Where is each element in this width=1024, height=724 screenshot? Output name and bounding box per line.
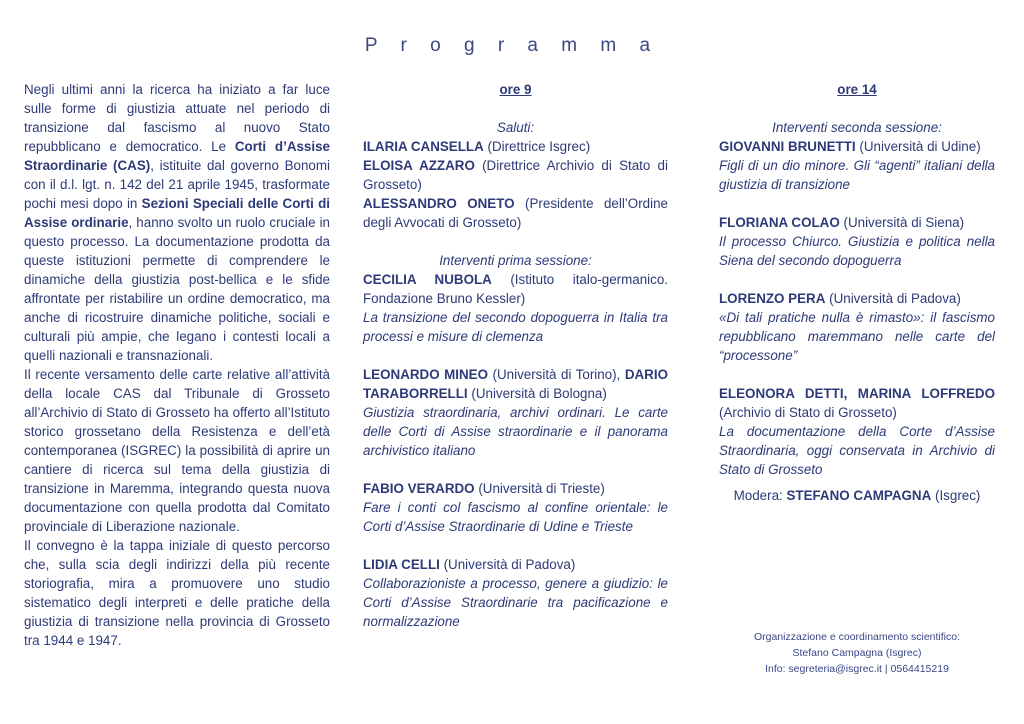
moderator-line	[719, 486, 995, 505]
speaker-name: DARIO TARABORRELLI	[363, 367, 668, 401]
intro-text: , hanno svolto un ruolo cruciale in questo processo. La documentazione prodotta da queste istituzioni permette di comprendere le dinamiche della giustizia post-bellica e le sfide affrontate per ristabilire un ordine democratico, ma anche di ricostruire dinamiche politiche, sociali e culturali più ampie, che legano i contesti locali a quelli nazionali e transnazionali.	[24, 215, 330, 363]
talk-title: «Di tali pratiche nulla è rimasto»: il fascismo repubblicano maremmano nelle carte del “processone”	[719, 310, 995, 363]
talk-speaker	[363, 479, 668, 498]
speaker-affiliation: (Università di Padova)	[439, 557, 576, 572]
talk-title: Figli di un dio minore. Gli “agenti” italiani della giustizia di transizione	[719, 158, 995, 192]
speaker-name: FLORIANA COLAO	[719, 215, 840, 230]
speaker-affiliation: (Università di Padova)	[825, 291, 961, 306]
speaker-affiliation: (Università di Siena)	[839, 215, 965, 230]
speaker-name: LIDIA CELLI	[363, 557, 440, 572]
session-label: Interventi prima sessione:	[439, 253, 592, 268]
speaker-name: FABIO VERARDO	[363, 481, 475, 496]
intro-highlight: Corti d’Assise Straordinarie (CAS)	[24, 139, 330, 173]
moderator-name: STEFANO CAMPAGNA	[786, 488, 932, 503]
afternoon-column	[719, 80, 995, 505]
talk-title: Collaborazioniste a processo, genere a giudizio: le Corti d’Assise Straordinarie tra pacificazione e normalizzazione	[363, 576, 668, 629]
intro-highlight: Sezioni Speciali delle Corti di Assise ordinarie	[24, 196, 330, 230]
greeting-entry	[363, 194, 668, 232]
speaker-affiliation: (Università di Udine)	[855, 139, 981, 154]
moderator-affiliation: (Isgrec)	[931, 488, 981, 503]
speaker-name: LEONARDO MINEO	[363, 367, 489, 382]
morning-column	[363, 80, 668, 631]
moderator-label: Modera:	[733, 488, 787, 503]
talk-speaker	[719, 213, 995, 232]
footer-contact: Info: segreteria@isgrec.it | 0564415219	[765, 663, 949, 675]
speaker-name: ALESSANDRO ONETO	[363, 196, 515, 211]
speaker-affiliation: (Archivio di Stato di Grosseto)	[719, 405, 897, 420]
speaker-affiliation: (Università di Torino),	[488, 367, 625, 382]
talk-speaker	[719, 137, 995, 156]
talk-speaker	[363, 555, 668, 574]
talk-speaker	[363, 270, 668, 308]
organization-footer	[719, 629, 995, 677]
afternoon-time-heading: ore 14	[837, 82, 877, 97]
talk-title: La documentazione della Corte d’Assise Straordinaria, oggi conservata in Archivio di Stato di Grosseto	[719, 424, 995, 477]
footer-line: Organizzazione e coordinamento scientifico:	[753, 631, 961, 643]
intro-text: , istituite dal governo Bonomi con il d.l. lgt. n. 142 del 21 aprile 1945, trasformate pochi mesi dopo in	[24, 158, 330, 211]
greeting-entry	[363, 156, 668, 194]
speaker-name: GIOVANNI BRUNETTI	[719, 139, 856, 154]
speaker-affiliation: (Università di Bologna)	[467, 386, 607, 401]
page-title: P r o g r a m m a	[364, 35, 660, 56]
speaker-name: CECILIA NUBOLA	[363, 272, 492, 287]
talk-speaker	[719, 289, 995, 308]
speaker-name: ELEONORA DETTI, MARINA LOFFREDO	[719, 386, 995, 401]
footer-line: Stefano Campagna (Isgrec)	[792, 647, 922, 659]
intro-text: Negli ultimi anni la ricerca ha iniziato a far luce sulle forme di giustizia attuate nel periodo di transizione dal fascismo al nuovo Stato repubblicano e democratico. Le	[24, 82, 330, 154]
talk-speaker	[363, 365, 668, 403]
speaker-name: ILARIA CANSELLA	[363, 139, 484, 154]
talk-title: Giustizia straordinaria, archivi ordinari. Le carte delle Corti di Assise straordinarie e il panorama archivistico italiano	[363, 405, 668, 458]
speaker-name: ELOISA AZZARO	[363, 158, 475, 173]
greetings-label: Saluti:	[496, 120, 535, 135]
talk-speaker	[719, 384, 995, 422]
intro-paragraph-3: Il convegno è la tappa iniziale di questo percorso che, sulla scia degli indirizzi della più recente storiografia, mira a promuovere uno studio sistematico degli interpreti e delle pratiche della giustizia di transizione nella provincia di Grosseto tra 1944 e 1947.	[24, 538, 330, 648]
morning-time-heading: ore 9	[499, 82, 532, 97]
speaker-affiliation: (Università di Trieste)	[474, 481, 605, 496]
speaker-affiliation: (Istituto italo-germanico. Fondazione Bruno Kessler)	[363, 272, 668, 306]
intro-column	[24, 80, 330, 650]
talk-title: Fare i conti col fascismo al confine orientale: le Corti d’Assise Straordinarie di Udine e Trieste	[363, 500, 668, 534]
session-label: Interventi seconda sessione:	[772, 120, 942, 135]
speaker-name: LORENZO PERA	[719, 291, 826, 306]
talk-title: Il processo Chiurco. Giustizia e politica nella Siena del secondo dopoguerra	[719, 234, 995, 268]
greeting-entry	[363, 137, 668, 156]
intro-paragraph-2: Il recente versamento delle carte relative all’attività della locale CAS dal Tribunale di Grosseto all’Archivio di Stato di Grosseto ha offerto all’Istituto storico grossetano della Resistenza e dell’età contemporanea (ISGREC) la possibilità di aprire un cantiere di ricerca sul tema della giustizia di transizione in Maremma, integrando questa nuova documentazione con quella prodotta dal Comitato provinciale di Liberazione nazionale.	[24, 367, 330, 534]
intro-paragraph-1	[24, 80, 330, 365]
talk-title: La transizione del secondo dopoguerra in Italia tra processi e misure di clemenza	[363, 310, 668, 344]
speaker-affiliation: (Direttrice Archivio di Stato di Grosseto)	[363, 158, 668, 192]
speaker-affiliation: (Presidente dell’Ordine degli Avvocati di Grosseto)	[363, 196, 668, 230]
speaker-affiliation: (Direttrice Isgrec)	[483, 139, 591, 154]
